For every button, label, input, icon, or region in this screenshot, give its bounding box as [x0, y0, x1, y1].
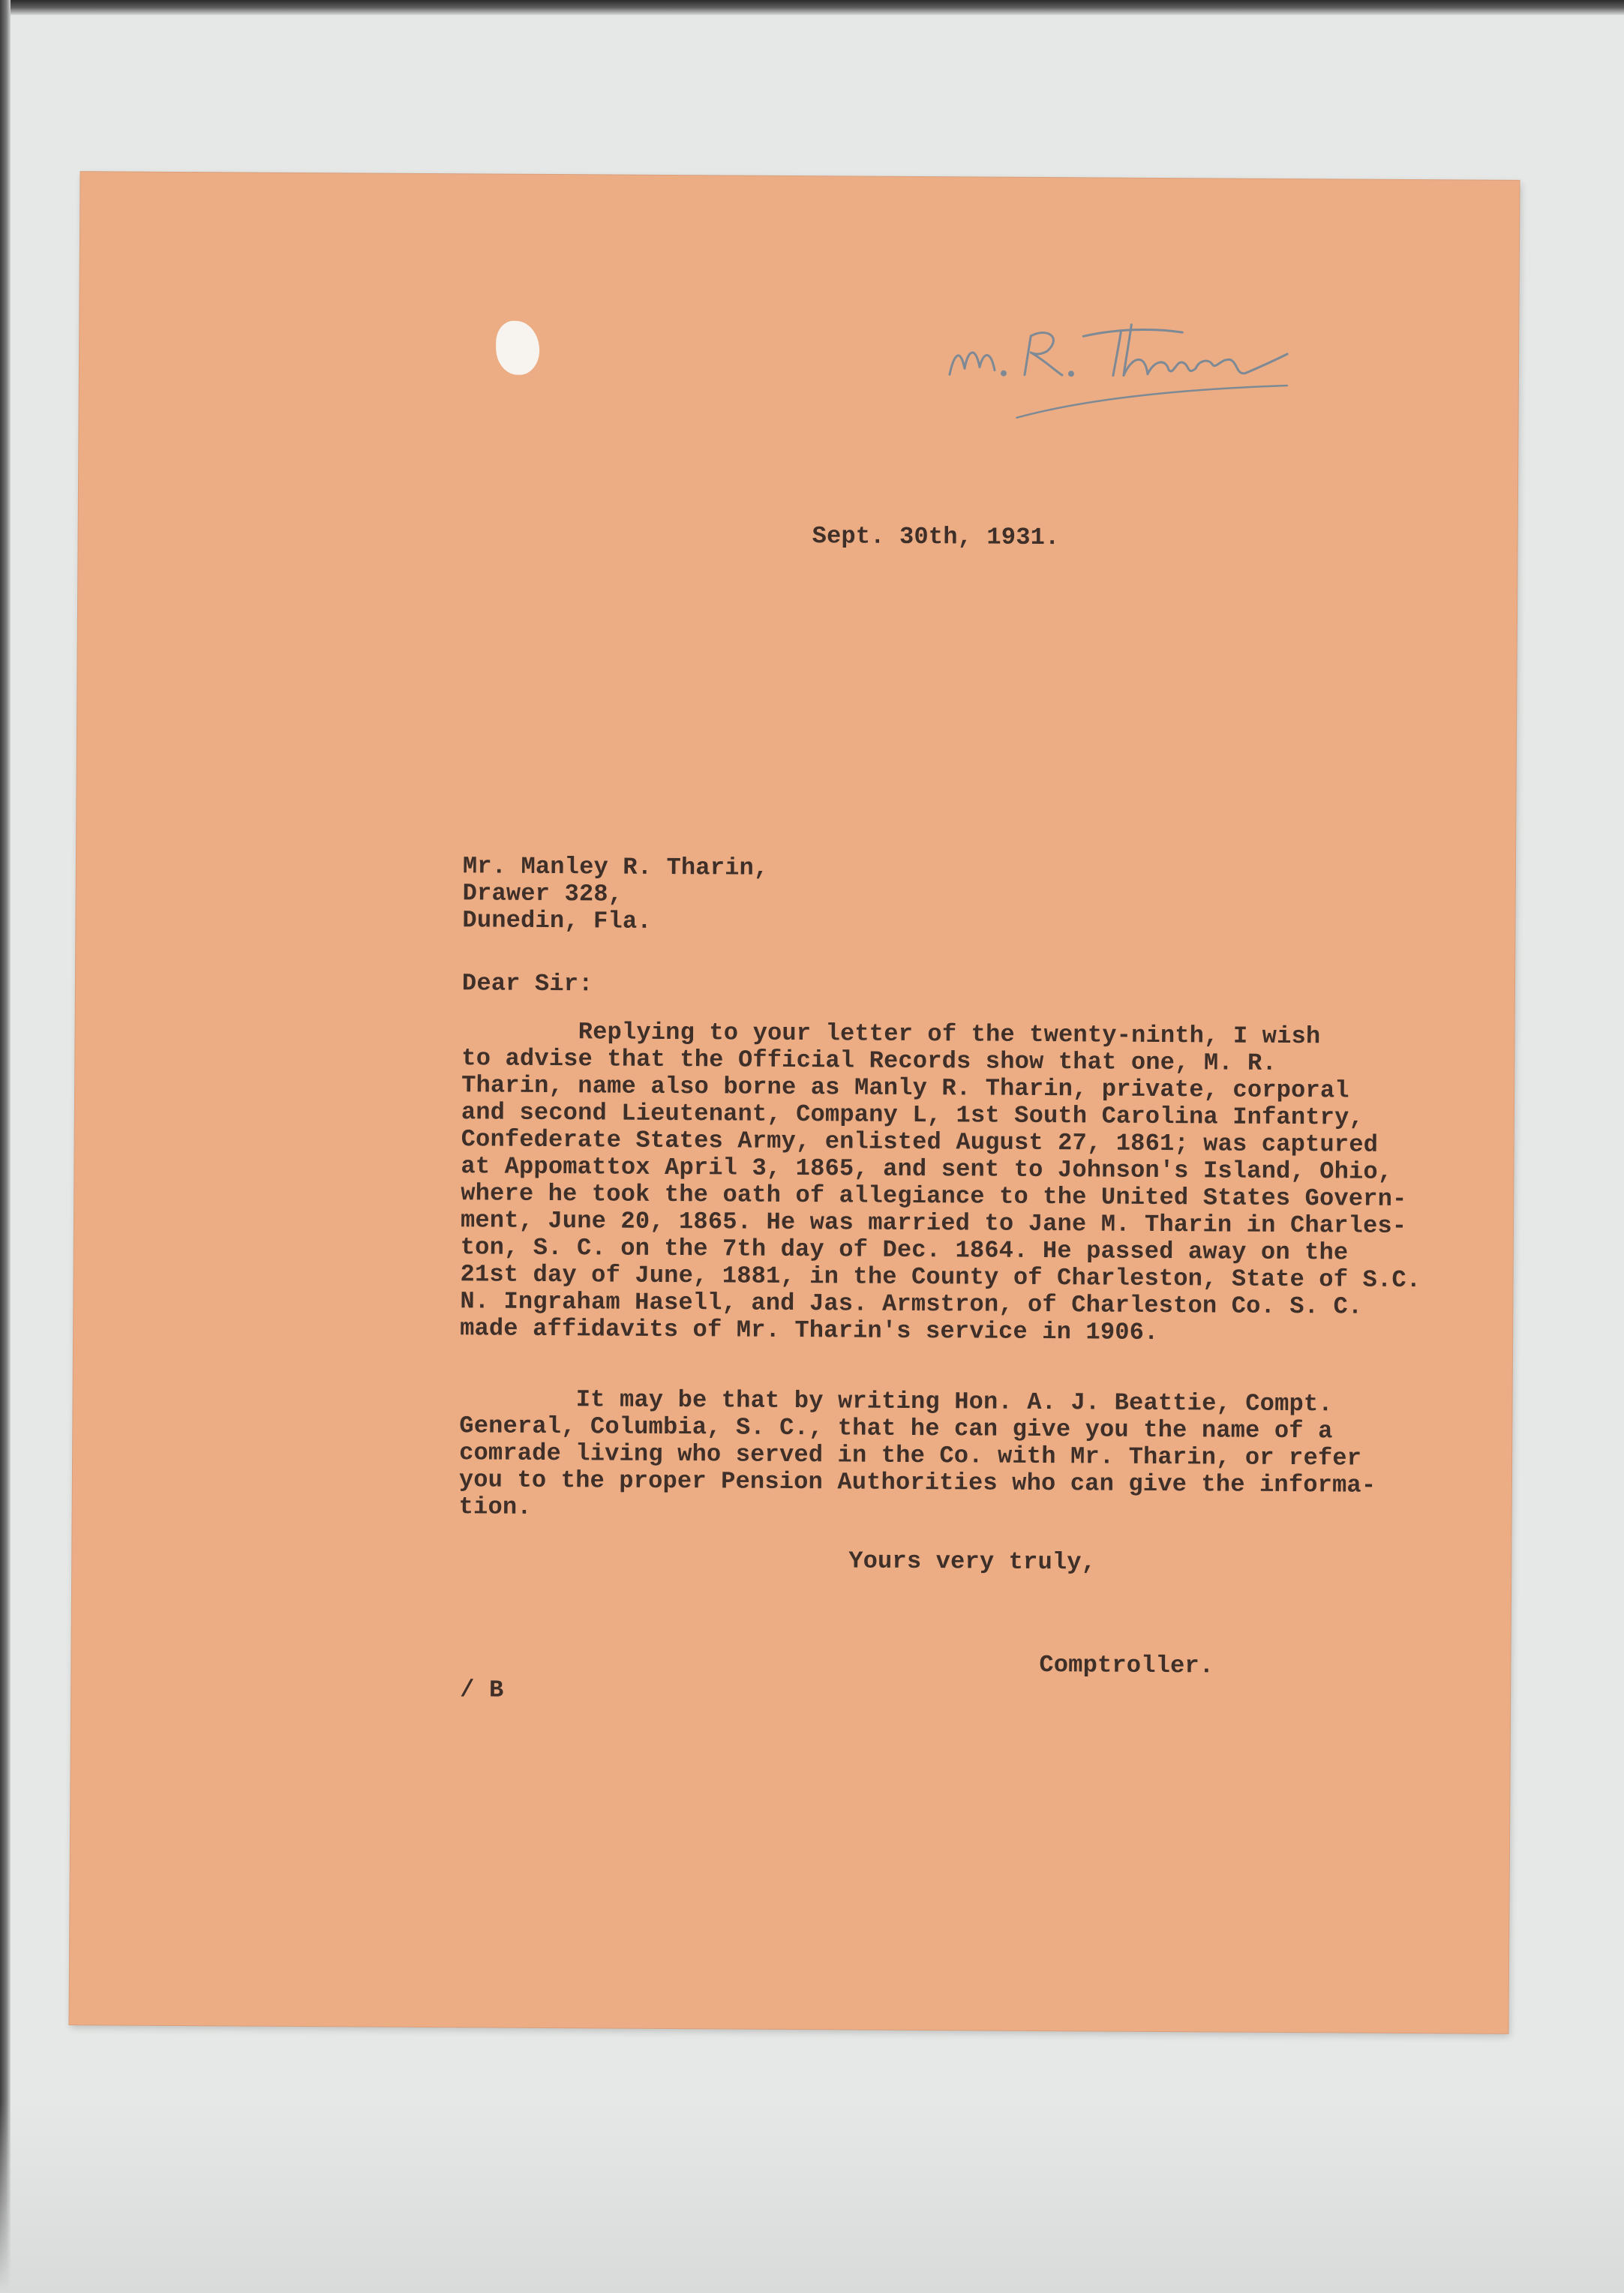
signer-title: Comptroller. [1039, 1651, 1214, 1680]
body-paragraph: Replying to your letter of the twenty-ninth, I wish to advise that the Official Records show that one, M. R. Tharin, name also borne as Manly R. Tharin, private, corporal and second Lieutenant, Company L, 1st South Carolina Infantry, Confederate States Army, enlisted August 27, 1861; was captured at Appomattox April 3, 1865, and sent to Johnson's Island, Ohio, where he took the oath of allegiance to the United States Govern- ment, June 20, 1865. He was married to Jane M. Tharin in Charles- ton, S. C. on the 7th day of Dec. 1864. He passed away on the 21st day of June, 1881, in the County of Charleston, State of S.C. N. Ingraham Hasell, and Jas. Armstron, of Charleston Co. S. C. made affidavits of Mr. Tharin's service in 1906. [460, 1017, 1421, 1346]
scan-bottom-shade [0, 2098, 1624, 2293]
address-line: Mr. Manley R. Tharin, [462, 852, 769, 882]
letter-date: Sept. 30th, 1931. [812, 522, 1060, 552]
torn-hole [496, 321, 539, 375]
address-line: Dunedin, Fla. [462, 906, 652, 935]
scan-left-edge [0, 0, 11, 2293]
typist-initials: / B [460, 1676, 504, 1704]
recipient-address [462, 853, 768, 935]
handwritten-name-note [935, 278, 1415, 424]
salutation: Dear Sir: [461, 969, 593, 998]
letter-page [69, 172, 1519, 2033]
scan-top-edge [0, 0, 1624, 15]
body-paragraph: It may be that by writing Hon. A. J. Beattie, Compt. General, Columbia, S. C., that he can give you the name of a comrade living who served in the Co. with Mr. Tharin, or refer you to the proper Pension Authorities who can give the informa- tion. [458, 1385, 1376, 1521]
address-line: Drawer 328, [462, 879, 623, 908]
closing: Yours very truly, [848, 1547, 1097, 1577]
